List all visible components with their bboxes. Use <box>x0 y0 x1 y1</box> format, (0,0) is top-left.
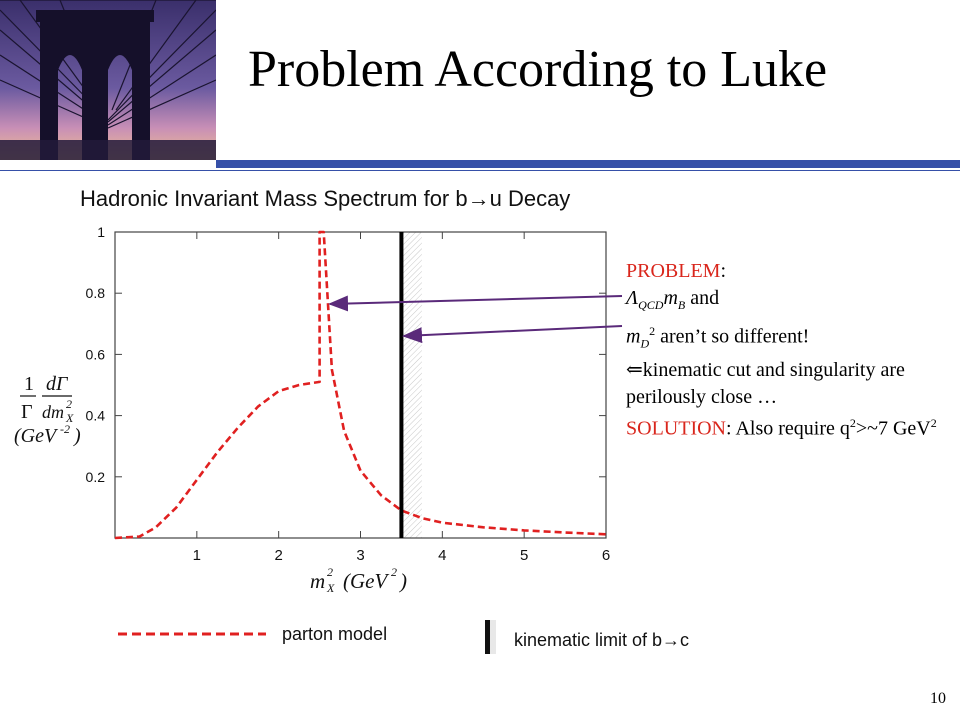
x-axis-label <box>310 565 407 595</box>
y-tick-label: 1 <box>97 224 105 240</box>
svg-text:2: 2 <box>327 565 333 579</box>
y-tick-label: 0.8 <box>85 285 105 302</box>
problem-line: PROBLEM: <box>626 260 727 282</box>
svg-text:X: X <box>66 411 74 425</box>
title-rule-thin <box>0 170 960 171</box>
title-rule <box>216 160 960 168</box>
x-tick-label: 4 <box>438 547 447 564</box>
svg-text:X: X <box>327 581 335 595</box>
y-tick-label: 0.6 <box>85 346 105 363</box>
legend-limit-label: kinematic limit of b→c <box>514 630 690 650</box>
y-tick-label: 0.4 <box>85 407 105 424</box>
plot-area <box>86 224 611 564</box>
chart-legend <box>118 620 689 654</box>
svg-text:m: m <box>310 569 326 593</box>
chart-title: Hadronic Invariant Mass Spectrum for b→u Decay <box>80 186 571 211</box>
legend-limit-swatch <box>485 620 490 654</box>
solution-line: SOLUTION: Also require $q^2>\sim 7$ GeV$^2$ <box>626 416 937 440</box>
svg-text:(GeV: (GeV <box>343 569 388 593</box>
solution-label: SOLUTION <box>626 417 726 440</box>
spectrum-chart <box>0 178 720 668</box>
lambda-line: $\Lambda_{QCD}m_B$ and <box>626 286 720 312</box>
x-tick-label: 3 <box>356 547 365 564</box>
svg-text:-2: -2 <box>60 422 70 436</box>
x-tick-label: 1 <box>192 547 202 564</box>
bridge-photo <box>0 0 216 160</box>
left-arrow-icon: ⇐ <box>626 359 643 382</box>
legend-parton-label: parton model <box>282 624 388 644</box>
series-line-parton-model <box>115 232 606 538</box>
mD-line: $m_D^2$ aren’t so different! <box>626 324 810 351</box>
svg-text:2: 2 <box>66 397 72 411</box>
x-tick-label: 6 <box>601 547 611 564</box>
excluded-region <box>401 232 421 538</box>
y-axis-label <box>14 373 81 447</box>
svg-text:1: 1 <box>24 373 34 395</box>
page-number: 10 <box>930 690 946 707</box>
svg-text:Γ: Γ <box>21 401 33 423</box>
svg-text:(GeV: (GeV <box>14 425 57 447</box>
svg-text:2: 2 <box>391 565 397 579</box>
x-tick-label: 5 <box>519 547 529 564</box>
svg-text:): ) <box>400 569 407 593</box>
y-tick-label: 0.2 <box>85 468 105 485</box>
svg-text:): ) <box>74 425 81 447</box>
bridge-image <box>0 0 216 160</box>
cut-line: ⇐kinematic cut and singularity are perilously close … <box>626 359 905 408</box>
x-tick-label: 2 <box>274 547 283 564</box>
problem-annotation <box>626 258 956 442</box>
svg-text:dm: dm <box>42 402 64 422</box>
svg-text:dΓ: dΓ <box>46 373 68 395</box>
slide-title: Problem According to Luke <box>248 41 828 98</box>
problem-label: PROBLEM <box>626 260 721 282</box>
